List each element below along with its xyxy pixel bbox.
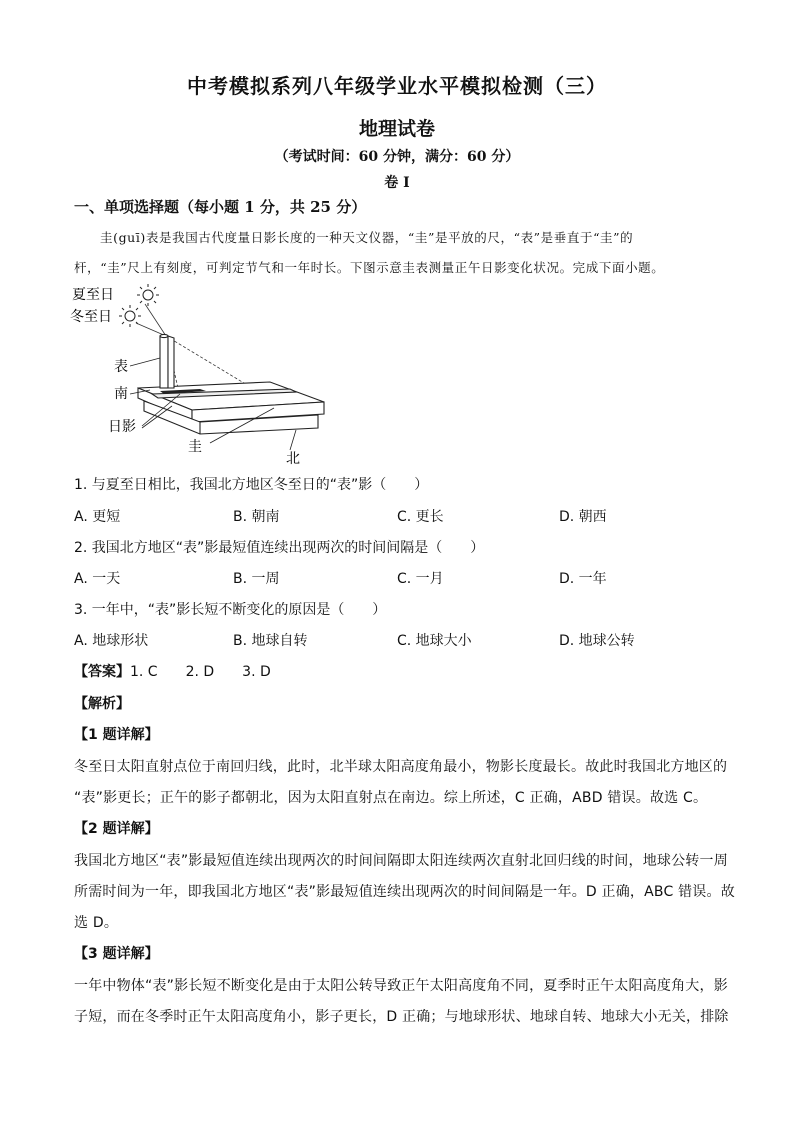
question-3-option-b[interactable]: B. 地球自转 xyxy=(233,633,308,649)
question-3-option-a[interactable]: A. 地球形状 xyxy=(74,633,149,649)
question-1-option-b[interactable]: B. 朝南 xyxy=(233,509,280,525)
question-2-option-b[interactable]: B. 一周 xyxy=(233,571,280,587)
gui-base xyxy=(138,382,324,434)
question-1-option-d[interactable]: D. 朝西 xyxy=(559,509,607,525)
paper-subtitle: 地理试卷 xyxy=(358,118,435,140)
question-1-option-c[interactable]: C. 更长 xyxy=(397,509,444,525)
section-title: 一、单项选择题（每小题 1 分，共 25 分） xyxy=(74,198,367,216)
question-3-option-d[interactable]: D. 地球公转 xyxy=(559,633,635,649)
question-1-stem: 1. 与夏至日相比，我国北方地区冬至日的“表”影（ ） xyxy=(74,477,429,493)
gnomon-post xyxy=(160,334,174,388)
detail-2-line-3: 选 D。 xyxy=(74,915,119,931)
intro-line-1: 圭(guī)表是我国古代度量日影长度的一种天文仪器，“圭”是平放的尺，“表”是垂直于“圭”的 xyxy=(100,230,634,245)
summer-sun-icon xyxy=(137,284,159,306)
label-north: 北 xyxy=(286,451,300,467)
question-2-option-a[interactable]: A. 一天 xyxy=(74,571,121,587)
question-2-option-d[interactable]: D. 一年 xyxy=(559,571,607,587)
answer-label: 【答案】 xyxy=(74,664,130,680)
label-gui: 圭 xyxy=(188,439,202,455)
exam-info: （考试时间：60 分钟，满分：60 分） xyxy=(274,149,520,165)
detail-3-line-2: 子短，而在冬季时正午太阳高度角小，影子更长，D 正确；与地球形状、地球自转、地球大小无关，排除 xyxy=(74,1009,729,1025)
answer-line xyxy=(74,661,271,681)
question-2-option-c[interactable]: C. 一月 xyxy=(397,571,444,587)
label-gnomon: 表 xyxy=(114,359,128,375)
gnomon-diagram xyxy=(60,278,350,468)
analysis-label: 【解析】 xyxy=(74,696,130,712)
detail-1-line-2: “表”影更长；正午的影子都朝北，因为太阳直射点在南边。综上所述，C 正确，ABD 错误。故选 C。 xyxy=(74,790,708,806)
question-3-stem: 3. 一年中，“表”影长短不断变化的原因是（ ） xyxy=(74,602,387,618)
answer-values: 1. C 2. D 3. D xyxy=(130,664,271,680)
detail-2-line-1: 我国北方地区“表”影最短值连续出现两次的时间间隔即太阳连续两次直射北回归线的时间，地球公转一周 xyxy=(74,853,728,869)
volume-label: 卷 I xyxy=(384,175,410,191)
detail-2-heading: 【2 题详解】 xyxy=(74,821,159,837)
label-summer-solstice: 夏至日 xyxy=(72,287,114,303)
detail-1-line-1: 冬至日太阳直射点位于南回归线，此时，北半球太阳高度角最小，物影长度最长。故此时我国北方地区的 xyxy=(74,759,728,775)
page-title: 中考模拟系列八年级学业水平模拟检测（三） xyxy=(187,74,607,98)
detail-2-line-2: 所需时间为一年，即我国北方地区“表”影最短值连续出现两次的时间间隔是一年。D 正确，ABC 错误。故 xyxy=(74,884,735,900)
question-1-option-a[interactable]: A. 更短 xyxy=(74,509,121,525)
detail-3-line-1: 一年中物体“表”影长短不断变化是由于太阳公转导致正午太阳高度角不同，夏季时正午太阳高度角大，影 xyxy=(74,978,728,994)
question-3-option-c[interactable]: C. 地球大小 xyxy=(397,633,472,649)
intro-line-2: 杆，“圭”尺上有刻度，可判定节气和一年时长。下图示意圭表测量正午日影变化状况。完成下面小题。 xyxy=(74,260,665,275)
detail-1-heading: 【1 题详解】 xyxy=(74,727,159,743)
detail-3-heading: 【3 题详解】 xyxy=(74,946,159,962)
label-south: 南 xyxy=(114,386,128,402)
label-shadow: 日影 xyxy=(108,419,136,435)
question-2-stem: 2. 我国北方地区“表”影最短值连续出现两次的时间间隔是（ ） xyxy=(74,540,485,556)
label-winter-solstice: 冬至日 xyxy=(70,309,112,325)
